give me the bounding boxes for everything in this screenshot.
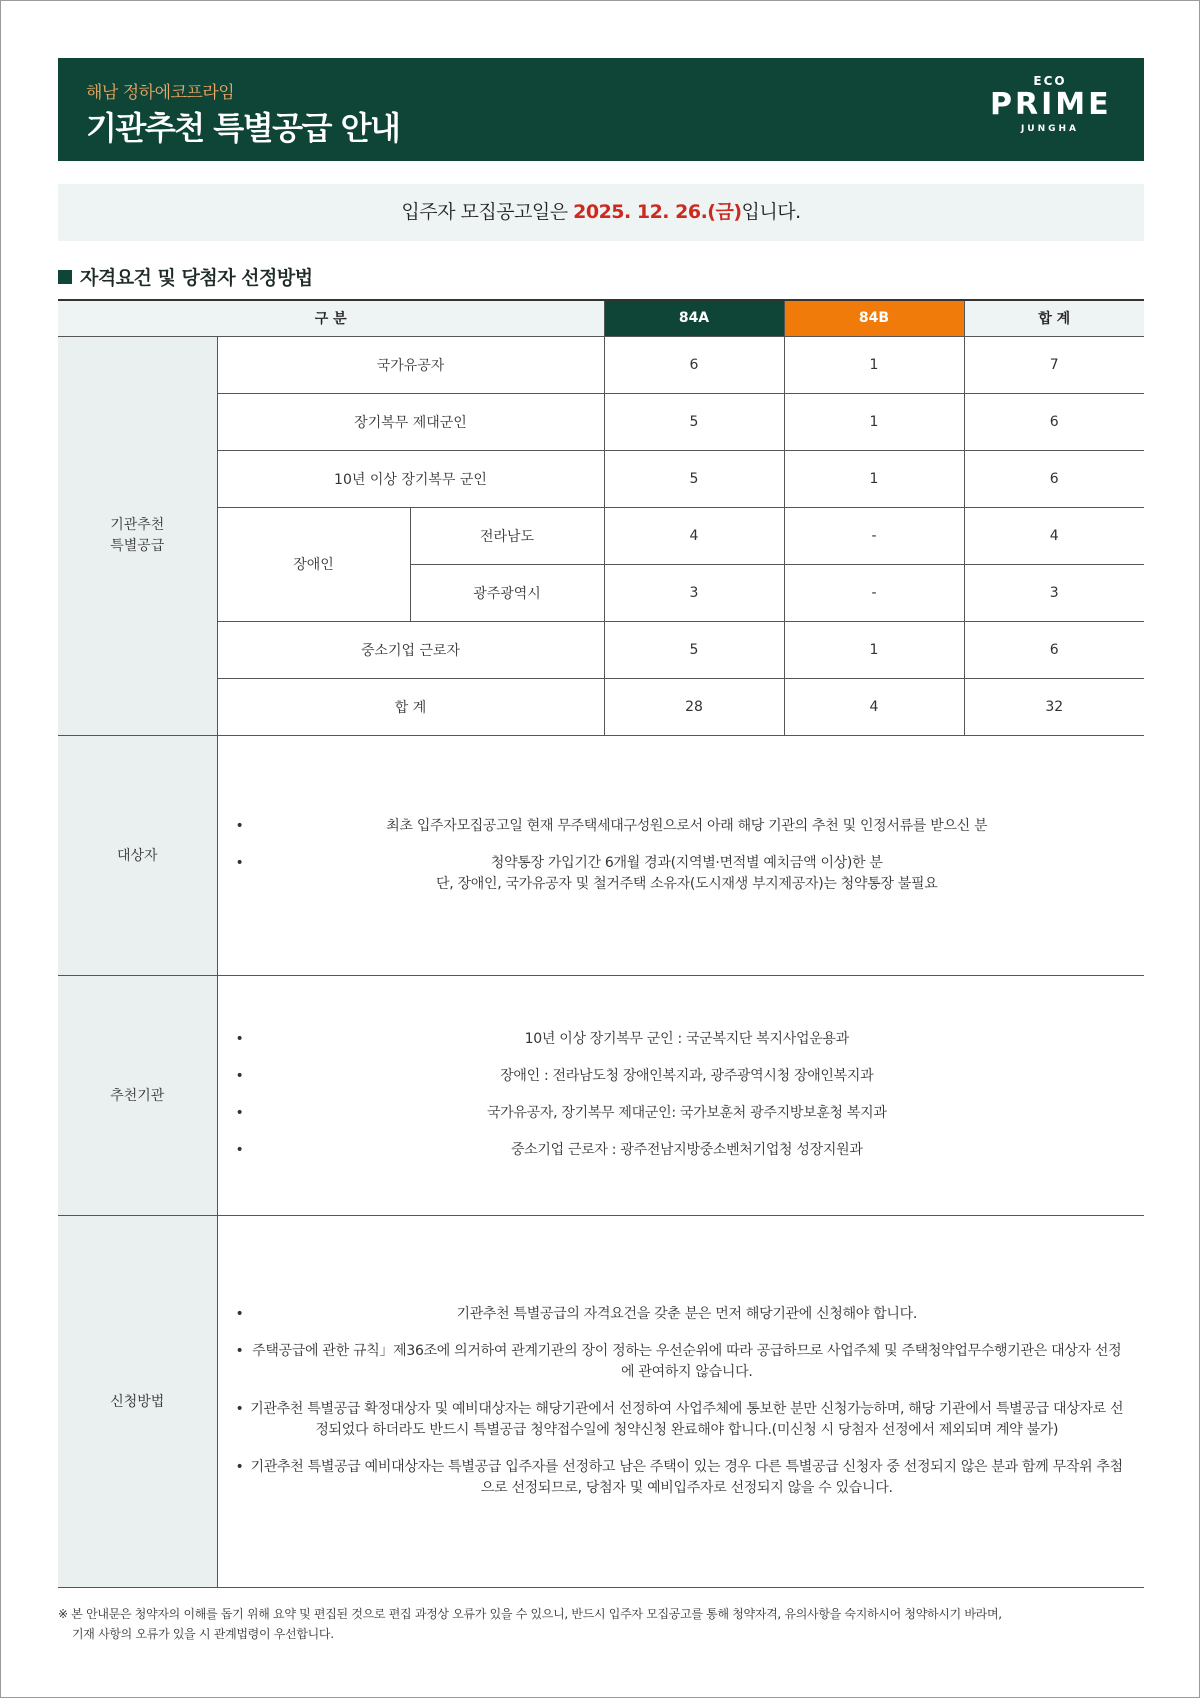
cell-84b: - <box>784 507 964 564</box>
list-item: • 기관추천 특별공급 예비대상자는 특별공급 입주자를 선정하고 남은 주택이 있는 경우 다른 특별공급 신청자 중 선정되지 않은 분과 함께 무작위 추첨으로 선정되므로, 당첨자 및 예비입주자로 선정되지 않을 수 있습니다. <box>236 1457 1127 1499</box>
cell-84a: 28 <box>604 678 784 735</box>
table-row-total <box>58 678 1144 735</box>
agency-content <box>217 975 1144 1215</box>
disabled-group-label: 장애인 <box>217 507 410 621</box>
cell-84b: - <box>784 564 964 621</box>
table-header-row <box>58 300 1144 336</box>
disclaimer <box>58 1604 1148 1644</box>
list-item: • 기관추천 특별공급 확정대상자 및 예비대상자는 해당기관에서 선정하여 사업주체에 통보한 분만 신청가능하며, 해당 기관에서 특별공급 대상자로 선정되었다 하더라도 반드시 특별공급 청약접수일에 청약신청 완료해야 합니다.(미신청 시 당첨자 선정에서 제외되며 계약 불가) <box>236 1399 1127 1441</box>
header-84a: 84A <box>604 300 784 336</box>
table-row <box>58 336 1144 393</box>
logo-prime: PRIME <box>990 87 1112 122</box>
cell-total: 32 <box>964 678 1144 735</box>
method-content <box>217 1215 1144 1587</box>
cell-84b: 1 <box>784 393 964 450</box>
header-total: 합 계 <box>964 300 1144 336</box>
list-item: • 10년 이상 장기복무 군인 : 국군복지단 복지사업운용과 <box>236 1029 1127 1050</box>
header-84b: 84B <box>784 300 964 336</box>
cell-total: 4 <box>964 507 1144 564</box>
disclaimer-line-2: 기재 사항의 오류가 있을 시 관계법령이 우선합니다. <box>72 1627 334 1641</box>
cell-total: 3 <box>964 564 1144 621</box>
section-title-text: 자격요건 및 당첨자 선정방법 <box>80 267 313 289</box>
list-item-text: 청약통장 가입기간 6개월 경과(지역별·면적별 예치금액 이상)한 분 <box>490 854 883 871</box>
notice-suffix: 입니다. <box>741 201 801 223</box>
list-item: • 기관추천 특별공급의 자격요건을 갖춘 분은 먼저 해당기관에 신청해야 합니다. <box>236 1304 1127 1325</box>
header-gubun: 구 분 <box>58 300 604 336</box>
cell-84a: 4 <box>604 507 784 564</box>
logo-eco: ECO <box>1033 74 1067 88</box>
list-item <box>236 853 1127 895</box>
list-item: • 주택공급에 관한 규칙」제36조에 의거하여 관계기관의 장이 정하는 우선순위에 따라 공급하므로 사업주체 및 주택청약업무수행기관은 대상자 선정에 관여하지 않습니다. <box>236 1341 1127 1383</box>
cell-total: 7 <box>964 336 1144 393</box>
target-label: 대상자 <box>58 735 217 975</box>
table-row <box>58 507 1144 564</box>
announcement-date-notice <box>58 184 1144 241</box>
list-item: • 최초 입주자모집공고일 현재 무주택세대구성원으로서 아래 해당 기관의 추천 및 인정서류를 받으신 분 <box>236 816 1127 837</box>
cell-total: 6 <box>964 621 1144 678</box>
logo-jungha: JUNGHA <box>1020 124 1080 134</box>
notice-prefix: 입주자 모집공고일은 <box>401 201 574 223</box>
row-label: 합 계 <box>217 678 604 735</box>
row-label: 10년 이상 장기복무 군인 <box>217 450 604 507</box>
category-cell: 기관추천 특별공급 <box>58 336 217 735</box>
cell-84b: 4 <box>784 678 964 735</box>
cell-total: 6 <box>964 393 1144 450</box>
supply-table <box>58 299 1144 1588</box>
cell-84a: 5 <box>604 621 784 678</box>
eco-prime-logo <box>990 74 1110 134</box>
list-item: • 장애인 : 전라남도청 장애인복지과, 광주광역시청 장애인복지과 <box>236 1066 1127 1087</box>
cell-84b: 1 <box>784 621 964 678</box>
table-row <box>58 393 1144 450</box>
square-bullet-icon <box>58 270 72 284</box>
row-label: 중소기업 근로자 <box>217 621 604 678</box>
cell-84a: 5 <box>604 393 784 450</box>
cell-84b: 1 <box>784 336 964 393</box>
row-label: 국가유공자 <box>217 336 604 393</box>
cell-84b: 1 <box>784 450 964 507</box>
method-row <box>58 1215 1144 1587</box>
target-row <box>58 735 1144 975</box>
table-row <box>58 621 1144 678</box>
agency-label: 추천기관 <box>58 975 217 1215</box>
agency-row <box>58 975 1144 1215</box>
cell-total: 6 <box>964 450 1144 507</box>
header-banner <box>58 58 1144 161</box>
list-item: • 국가유공자, 장기복무 제대군인: 국가보훈처 광주지방보훈청 복지과 <box>236 1103 1127 1124</box>
row-label: 장기복무 제대군인 <box>217 393 604 450</box>
notice-date: 2025. 12. 26.(금) <box>573 201 742 223</box>
row-label: 광주광역시 <box>410 564 604 621</box>
table-row <box>58 450 1144 507</box>
page-title: 기관추천 특별공급 안내 <box>86 109 400 147</box>
list-item: • 중소기업 근로자 : 광주전남지방중소벤처기업청 성장지원과 <box>236 1140 1127 1161</box>
cell-84a: 6 <box>604 336 784 393</box>
method-label: 신청방법 <box>58 1215 217 1587</box>
section-title <box>58 263 313 290</box>
cell-84a: 5 <box>604 450 784 507</box>
list-item-text: 단, 장애인, 국가유공자 및 철거주택 소유자(도시재생 부지제공자)는 청약통장 불필요 <box>436 875 938 892</box>
disclaimer-line-1: ※ 본 안내문은 청약자의 이해를 돕기 위해 요약 및 편집된 것으로 편집 과정상 오류가 있을 수 있으니, 반드시 입주자 모집공고를 통해 청약자격, 유의사항을 숙지하시어 청약하시기 바라며, <box>58 1607 1002 1621</box>
complex-name: 해남 정하에코프라임 <box>86 83 235 103</box>
row-label: 전라남도 <box>410 507 604 564</box>
target-content <box>217 735 1144 975</box>
cell-84a: 3 <box>604 564 784 621</box>
